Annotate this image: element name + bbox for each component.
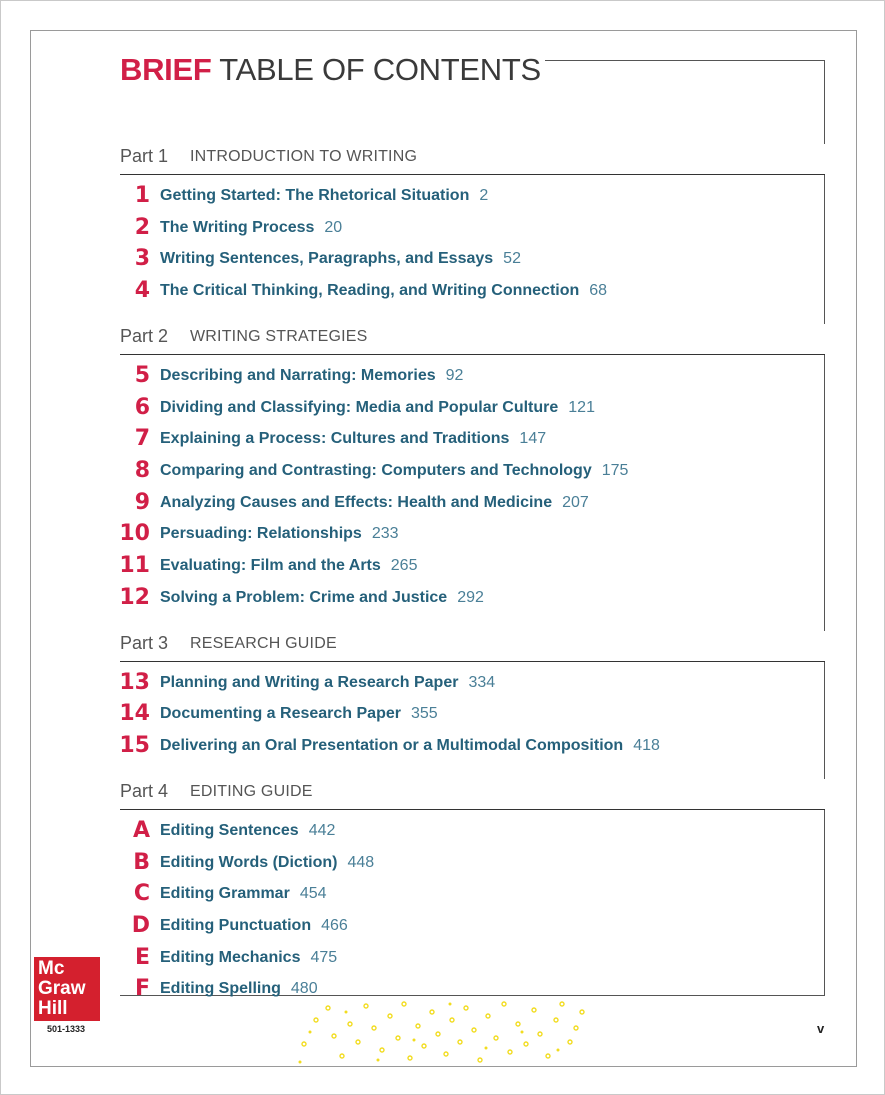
- page-ref: 175: [601, 462, 629, 479]
- chapter-title: Getting Started: The Rhetorical Situation: [160, 187, 470, 204]
- chapter-title: Dividing and Classifying: Media and Popular Culture: [160, 399, 559, 416]
- chapter-number: 9: [134, 490, 150, 515]
- title-rest: TABLE OF CONTENTS: [211, 52, 541, 87]
- chapter-number: 14: [119, 701, 150, 726]
- logo-line-2: Graw: [38, 978, 86, 999]
- chapter-number: 8: [134, 458, 150, 483]
- chapter-title: Editing Grammar: [160, 885, 290, 902]
- page-ref: 52: [503, 250, 521, 267]
- page-ref: 2: [479, 187, 489, 204]
- part-number: Part 2: [120, 326, 169, 346]
- part-number: Part 3: [120, 633, 169, 653]
- chapter-number: 2: [134, 215, 150, 240]
- page-ref: 68: [589, 282, 608, 299]
- chapter-title: Documenting a Research Paper: [160, 705, 401, 722]
- page-ref: 147: [519, 430, 547, 447]
- chapter-title: Editing Mechanics: [160, 949, 301, 966]
- chapter-title: Evaluating: Film and the Arts: [160, 557, 381, 574]
- chapter-number: 1: [134, 183, 150, 208]
- chapter-number: F: [134, 976, 150, 1001]
- chapter-number: 13: [119, 670, 150, 695]
- chapter-number: 15: [119, 733, 150, 758]
- chapter-title: Editing Punctuation: [160, 917, 312, 934]
- page-ref: 265: [390, 557, 418, 574]
- chapter-number: 12: [119, 585, 150, 610]
- publisher-logo: [34, 957, 100, 1021]
- page-ref: 480: [290, 980, 318, 997]
- dot-pattern: [290, 998, 590, 1066]
- part-title: RESEARCH GUIDE: [190, 635, 337, 652]
- part-1-header: [120, 144, 825, 175]
- part-title: INTRODUCTION TO WRITING: [190, 148, 418, 165]
- chapter-number: C: [133, 881, 150, 906]
- chapter-title: Editing Words (Diction): [160, 854, 338, 871]
- page-ref: 92: [445, 367, 464, 384]
- part-2-header: [120, 324, 825, 355]
- part-title: EDITING GUIDE: [190, 783, 313, 800]
- chapter-number: 5: [134, 363, 150, 388]
- page-title: [120, 52, 545, 88]
- title-accent: BRIEF: [120, 52, 212, 87]
- page-ref: 334: [468, 674, 496, 691]
- part-number: Part 4: [120, 781, 169, 801]
- part-title: WRITING STRATEGIES: [190, 328, 368, 345]
- chapter-title: Solving a Problem: Crime and Justice: [160, 589, 448, 606]
- chapter-number: A: [132, 818, 150, 843]
- chapter-number: 4: [134, 278, 150, 303]
- page-ref: 475: [310, 949, 338, 966]
- chapter-number: 11: [119, 553, 150, 578]
- logo-line-3: Hill: [38, 998, 68, 1019]
- chapter-title: Delivering an Oral Presentation or a Multimodal Composition: [160, 737, 624, 754]
- page-ref: 207: [562, 494, 589, 511]
- page-number: v: [817, 1021, 825, 1036]
- logo-line-1: Mc: [38, 958, 65, 979]
- page-ref: 20: [324, 219, 343, 236]
- chapter-title: Writing Sentences, Paragraphs, and Essays: [160, 250, 494, 267]
- chapter-title: Editing Spelling: [160, 980, 281, 997]
- page-ref: 454: [299, 885, 327, 902]
- chapter-number: 10: [119, 521, 150, 546]
- product-code: 501-1333: [47, 1024, 86, 1034]
- part-3-header: [120, 631, 825, 662]
- chapter-title: Analyzing Causes and Effects: Health and Medicine: [160, 494, 553, 511]
- chapter-number: D: [131, 913, 150, 938]
- page-ref: 418: [633, 737, 660, 754]
- page-ref: 466: [321, 917, 348, 934]
- chapter-number: 3: [134, 246, 150, 271]
- part-number: Part 1: [120, 146, 169, 166]
- chapter-title: Editing Sentences: [160, 822, 299, 839]
- chapter-title: The Critical Thinking, Reading, and Writing Connection: [160, 282, 580, 299]
- chapter-title: Planning and Writing a Research Paper: [160, 674, 459, 691]
- part-4-header: [120, 779, 825, 810]
- page-ref: 448: [347, 854, 375, 871]
- chapter-title: Explaining a Process: Cultures and Traditions: [160, 430, 510, 447]
- page-ref: 233: [371, 525, 399, 542]
- chapter-number: B: [133, 850, 150, 875]
- chapter-title: The Writing Process: [160, 219, 315, 236]
- chapter-number: 7: [134, 426, 150, 451]
- page-ref: 355: [410, 705, 438, 722]
- page-ref: 442: [308, 822, 336, 839]
- chapter-title: Persuading: Relationships: [160, 525, 362, 542]
- page-ref: 121: [568, 399, 595, 416]
- chapter-number: E: [134, 945, 150, 970]
- chapter-title: Describing and Narrating: Memories: [160, 367, 436, 384]
- page-ref: 292: [457, 589, 484, 606]
- chapter-title: Comparing and Contrasting: Computers and Technology: [160, 462, 592, 479]
- chapter-number: 6: [134, 395, 150, 420]
